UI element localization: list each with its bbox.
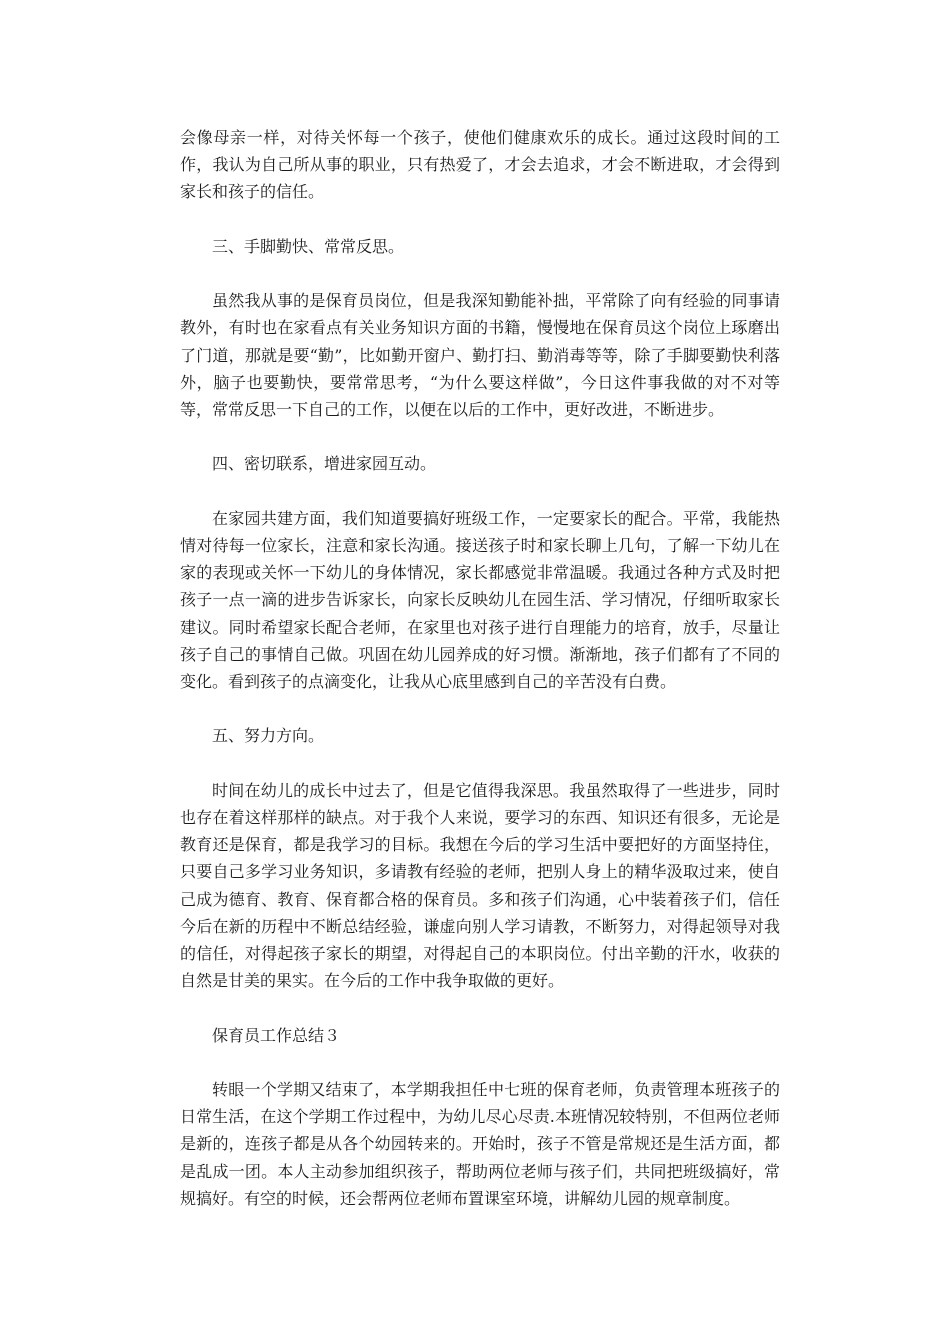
document-page — [180, 124, 780, 1212]
paragraph-gap — [180, 206, 780, 233]
section-heading-4: 四、密切联系，增进家园互动。 — [212, 454, 437, 474]
paragraph-continuation: 会像母亲一样，对待关怀每一个孩子，使他们健康欢乐的成长。通过这段时间的工作，我认为自己所从事的职业，只有热爱了，才会去追求，才会不断进取，才会得到家长和孩子的信任。 — [180, 128, 780, 202]
paragraph-gap — [180, 994, 780, 1021]
paragraph-gap — [180, 1049, 780, 1076]
section-heading-3: 三、手脚勤快、常常反思。 — [212, 236, 405, 256]
paragraph-direction: 时间在幼儿的成长中过去了，但是它值得我深思。我虽然取得了一些进步，同时也存在着这样那样的缺点。对于我个人来说，要学习的东西、知识还有很多，无论是教育还是保育，都是我学习的目标。我想在今后的学习生活中要把好的方面坚持住，只要自己多学习业务知识，多请教有经验的老师，把别人身上的精华汲取过来，使自己成为德育、教育、保育都合格的保育员。多和孩子们沟通，心中装着孩子们，信任今后在新的历程中不断总结经验，谦虚向别人学习请教，不断努力，对得起领导对我的信任，对得起孩子家长的期望，对得起自己的本职岗位。付出辛勤的汗水，收获的自然是甘美的果实。在今后的工作中我争取做的更好。 — [180, 780, 780, 991]
paragraph-semester: 转眼一个学期又结束了，本学期我担任中七班的保育老师，负责管理本班孩子的日常生活，在这个学期工作过程中，为幼儿尽心尽责.本班情况较特别，不但两位老师是新的，连孩子都是从各个幼园转来的。开始时，孩子不管是常规还是生活方面，都是乱成一团。本人主动参加组织孩子，帮助两位老师与孩子们，共同把班级搞好，常规搞好。有空的时候，还会帮两位老师布置课室环境，讲解幼儿园的规章制度。 — [180, 1079, 780, 1208]
paragraph-gap — [180, 750, 780, 777]
paragraph-gap — [180, 695, 780, 722]
paragraph-gap — [180, 260, 780, 287]
paragraph-home-school: 在家园共建方面，我们知道要搞好班级工作，一定要家长的配合。平常，我能热情对待每一位家长，注意和家长沟通。接送孩子时和家长聊上几句，了解一下幼儿在家的表现或关怀一下幼儿的身体情况，家长都感觉非常温暖。我通过各种方式及时把孩子一点一滴的进步告诉家长，向家长反映幼儿在园生活、学习情况，仔细听取家长建议。同时希望家长配合老师，在家里也对孩子进行自理能力的培育，放手，尽量让孩子自己的事情自己做。巩固在幼儿园养成的好习惯。渐渐地，孩子们都有了不同的变化。看到孩子的点滴变化，让我从心底里感到自己的辛苦没有白费。 — [180, 508, 780, 691]
paragraph-gap — [180, 478, 780, 505]
paragraph-diligence: 虽然我从事的是保育员岗位，但是我深知勤能补拙，平常除了向有经验的同事请教外，有时也在家看点有关业务知识方面的书籍，慢慢地在保育员这个岗位上琢磨出了门道，那就是要“勤”，比如勤开窗户、勤打扫、勤消毒等等，除了手脚要勤快利落外，脑子也要勤快，要常常思考，“为什么要这样做”，今日这件事我做的对不对等等，常常反思一下自己的工作，以便在以后的工作中，更好改进，不断进步。 — [180, 291, 780, 419]
summary-title-3: 保育员工作总结３ — [212, 1025, 341, 1045]
section-heading-5: 五、努力方向。 — [212, 726, 325, 746]
paragraph-gap — [180, 423, 780, 450]
